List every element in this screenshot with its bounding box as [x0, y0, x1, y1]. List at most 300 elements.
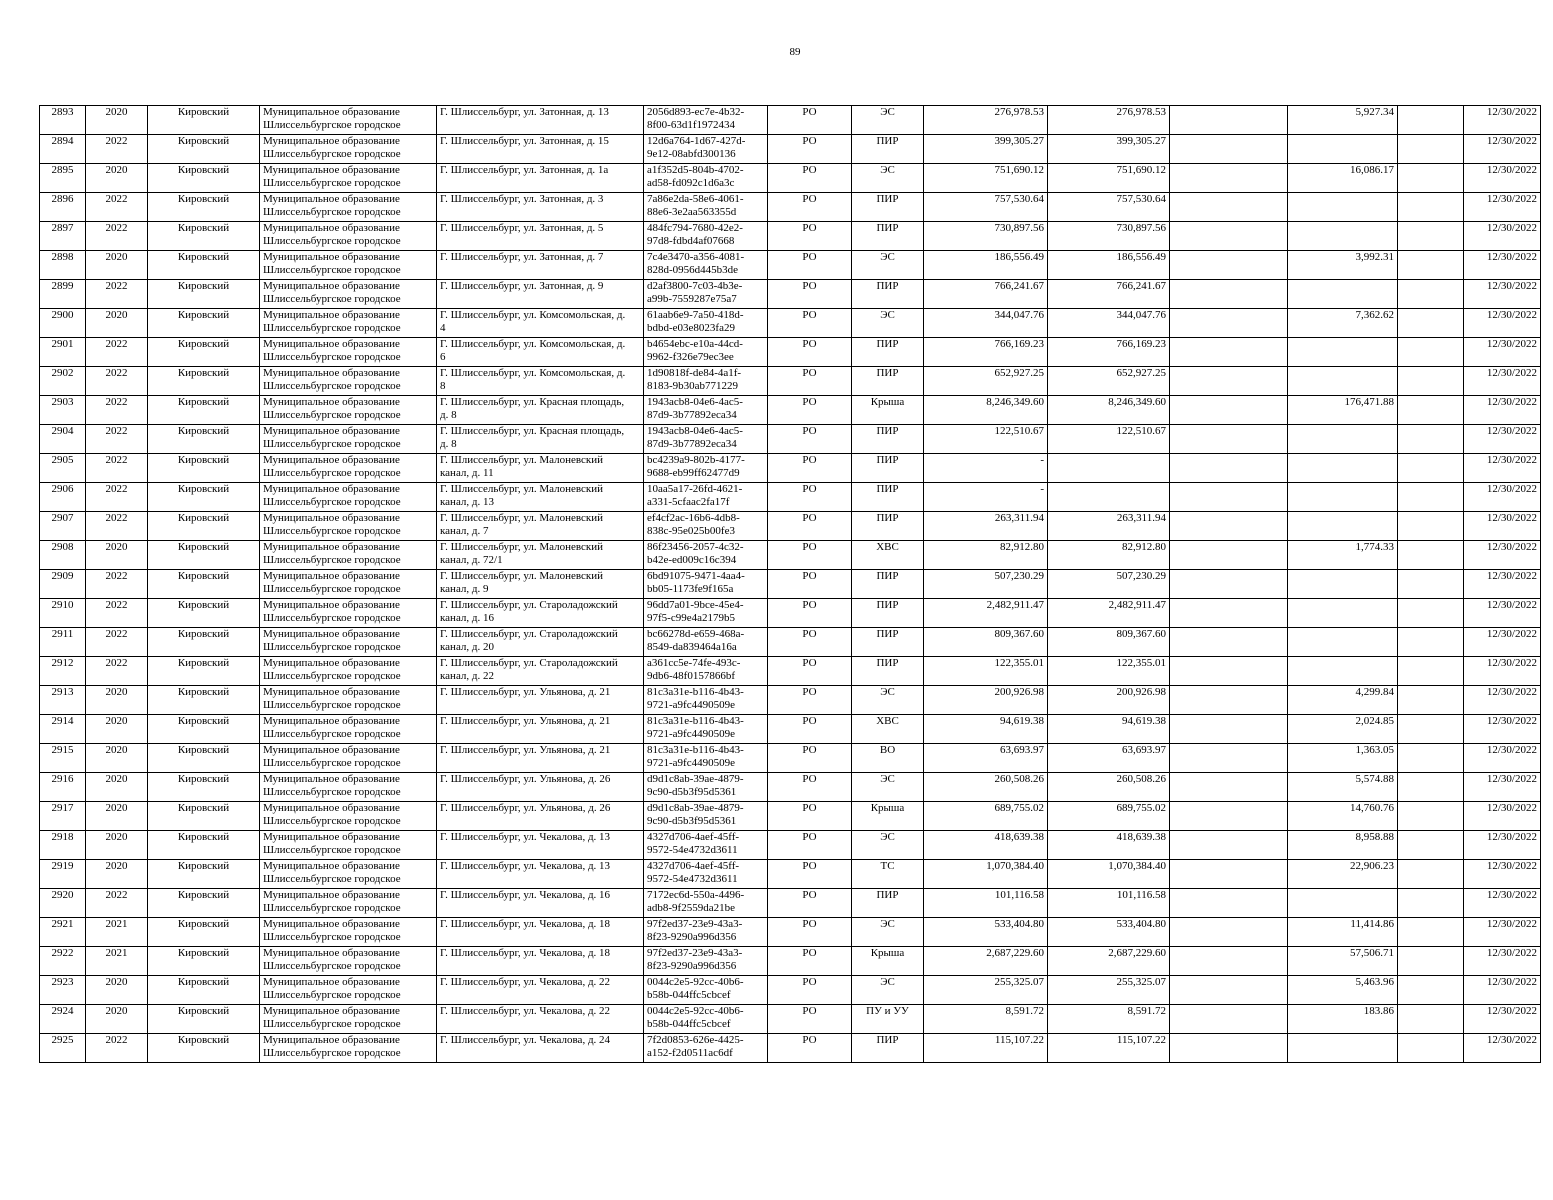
guid-cell-line: 9721-a9fc4490509e — [647, 757, 735, 769]
guid-cell-line: ef4cf2ac-16b6-4db8- — [647, 512, 740, 524]
guid-cell-line: 7c4e3470-a356-4081- — [647, 251, 745, 263]
work-type-cell: ТС — [852, 860, 924, 889]
address-cell-line: Г. Шлиссельбург, ул. Затонная, д. 5 — [440, 222, 604, 234]
empty-cell — [1170, 802, 1288, 831]
address-cell — [437, 831, 644, 860]
row-number-cell: 2896 — [40, 193, 86, 222]
row-number-cell: 2907 — [40, 512, 86, 541]
cost-cell: 94,619.38 — [924, 715, 1048, 744]
guid-cell — [644, 889, 768, 918]
guid-cell — [644, 715, 768, 744]
extra-amount-cell — [1288, 570, 1398, 599]
table-row — [40, 831, 1541, 860]
municipality-cell-line: Муниципальное образование — [263, 744, 400, 756]
guid-cell-line: 87d9-3b77892eca34 — [647, 438, 737, 450]
guid-cell-line: 9c90-d5b3f95d5361 — [647, 815, 737, 827]
guid-cell — [644, 570, 768, 599]
contract-amount-cell: 399,305.27 — [1048, 135, 1170, 164]
cost-cell: 533,404.80 — [924, 918, 1048, 947]
year-cell: 2022 — [86, 889, 148, 918]
municipality-cell — [260, 976, 437, 1005]
source-cell: РО — [768, 222, 852, 251]
address-cell — [437, 251, 644, 280]
guid-cell-line: 10aa5a17-26fd-4621- — [647, 483, 743, 495]
guid-cell-line: a331-5cfaac2fa17f — [647, 496, 730, 508]
work-type-cell: ПИР — [852, 425, 924, 454]
source-cell: РО — [768, 164, 852, 193]
cost-cell: 399,305.27 — [924, 135, 1048, 164]
empty-cell — [1170, 860, 1288, 889]
municipality-cell — [260, 889, 437, 918]
guid-cell-line: 9962-f326e79ec3ee — [647, 351, 734, 363]
empty-cell — [1398, 715, 1464, 744]
guid-cell-line: 97f2ed37-23e9-43a3- — [647, 918, 743, 930]
row-number-cell: 2922 — [40, 947, 86, 976]
address-cell-line: Г. Шлиссельбург, ул. Ульянова, д. 21 — [440, 744, 611, 756]
source-cell: РО — [768, 599, 852, 628]
cost-cell: 2,482,911.47 — [924, 599, 1048, 628]
guid-cell — [644, 251, 768, 280]
row-number-cell: 2925 — [40, 1034, 86, 1063]
work-type-cell: ПИР — [852, 280, 924, 309]
municipality-cell-line: Муниципальное образование — [263, 135, 400, 147]
address-cell-line: 6 — [440, 351, 446, 363]
municipality-cell-line: Шлиссельбургское городское — [263, 873, 401, 885]
cost-cell: 2,687,229.60 — [924, 947, 1048, 976]
guid-cell — [644, 657, 768, 686]
guid-cell-line: 8f23-9290a996d356 — [647, 960, 737, 972]
empty-cell — [1398, 599, 1464, 628]
source-cell: РО — [768, 773, 852, 802]
work-type-cell: ПИР — [852, 367, 924, 396]
municipality-cell-line: Шлиссельбургское городское — [263, 467, 401, 479]
municipality-cell-line: Муниципальное образование — [263, 1005, 400, 1017]
municipality-cell — [260, 657, 437, 686]
contract-amount-cell: 94,619.38 — [1048, 715, 1170, 744]
empty-cell — [1398, 744, 1464, 773]
year-cell: 2022 — [86, 483, 148, 512]
year-cell: 2022 — [86, 367, 148, 396]
address-cell-line: канал, д. 22 — [440, 670, 495, 682]
table-row — [40, 512, 1541, 541]
municipality-cell-line: Муниципальное образование — [263, 483, 400, 495]
source-cell: РО — [768, 135, 852, 164]
address-cell — [437, 483, 644, 512]
address-cell-line: Г. Шлиссельбург, ул. Чекалова, д. 22 — [440, 1005, 611, 1017]
contract-amount-cell: 652,927.25 — [1048, 367, 1170, 396]
municipality-cell-line: Муниципальное образование — [263, 773, 400, 785]
date-cell: 12/30/2022 — [1464, 367, 1541, 396]
extra-amount-cell: 22,906.23 — [1288, 860, 1398, 889]
municipality-cell-line: Шлиссельбургское городское — [263, 699, 401, 711]
empty-cell — [1398, 193, 1464, 222]
guid-cell-line: 838c-95e025b00fe3 — [647, 525, 735, 537]
municipality-cell-line: Муниципальное образование — [263, 541, 400, 553]
empty-cell — [1398, 831, 1464, 860]
municipality-cell — [260, 860, 437, 889]
address-cell-line: Г. Шлиссельбург, ул. Староладожский — [440, 657, 618, 669]
work-type-cell: ПИР — [852, 628, 924, 657]
guid-cell — [644, 309, 768, 338]
municipality-cell-line: Муниципальное образование — [263, 599, 400, 611]
date-cell: 12/30/2022 — [1464, 744, 1541, 773]
source-cell: РО — [768, 338, 852, 367]
year-cell: 2020 — [86, 773, 148, 802]
year-cell: 2022 — [86, 657, 148, 686]
cost-cell: 115,107.22 — [924, 1034, 1048, 1063]
table-row — [40, 193, 1541, 222]
date-cell: 12/30/2022 — [1464, 193, 1541, 222]
table-row — [40, 396, 1541, 425]
guid-cell — [644, 860, 768, 889]
empty-cell — [1170, 599, 1288, 628]
empty-cell — [1170, 425, 1288, 454]
date-cell: 12/30/2022 — [1464, 280, 1541, 309]
municipality-cell — [260, 686, 437, 715]
empty-cell — [1170, 947, 1288, 976]
municipality-cell-line: Муниципальное образование — [263, 860, 400, 872]
contract-amount-cell: 809,367.60 — [1048, 628, 1170, 657]
municipality-cell-line: Шлиссельбургское городское — [263, 554, 401, 566]
source-cell: РО — [768, 976, 852, 1005]
guid-cell-line: 97f5-c99e4a2179b5 — [647, 612, 735, 624]
guid-cell — [644, 512, 768, 541]
guid-cell-line: ad58-fd092c1d6a3c — [647, 177, 735, 189]
guid-cell — [644, 744, 768, 773]
guid-cell-line: 81c3a31e-b116-4b43- — [647, 715, 744, 727]
guid-cell — [644, 367, 768, 396]
municipality-cell-line: Муниципальное образование — [263, 454, 400, 466]
empty-cell — [1170, 367, 1288, 396]
empty-cell — [1170, 686, 1288, 715]
municipality-cell-line: Муниципальное образование — [263, 976, 400, 988]
work-type-cell: ЭС — [852, 686, 924, 715]
guid-cell-line: 9e12-08abfd300136 — [647, 148, 736, 160]
empty-cell — [1398, 280, 1464, 309]
municipality-cell-line: Муниципальное образование — [263, 367, 400, 379]
municipality-cell-line: Шлиссельбургское городское — [263, 902, 401, 914]
source-cell: РО — [768, 686, 852, 715]
district-cell: Кировский — [148, 570, 260, 599]
guid-cell-line: bc4239a9-802b-4177- — [647, 454, 745, 466]
guid-cell — [644, 396, 768, 425]
municipality-cell — [260, 338, 437, 367]
municipality-cell — [260, 831, 437, 860]
address-cell-line: Г. Шлиссельбург, ул. Чекалова, д. 22 — [440, 976, 611, 988]
date-cell: 12/30/2022 — [1464, 1034, 1541, 1063]
municipality-cell-line: Муниципальное образование — [263, 686, 400, 698]
district-cell: Кировский — [148, 744, 260, 773]
guid-cell-line: b4654ebc-e10a-44cd- — [647, 338, 743, 350]
municipality-cell-line: Муниципальное образование — [263, 193, 400, 205]
empty-cell — [1170, 280, 1288, 309]
guid-cell-line: 1d90818f-de84-4a1f- — [647, 367, 742, 379]
district-cell: Кировский — [148, 686, 260, 715]
cost-cell: 751,690.12 — [924, 164, 1048, 193]
municipality-cell — [260, 802, 437, 831]
work-type-cell: ПУ и УУ — [852, 1005, 924, 1034]
empty-cell — [1398, 222, 1464, 251]
table-row — [40, 599, 1541, 628]
municipality-cell-line: Шлиссельбургское городское — [263, 264, 401, 276]
address-cell-line: Г. Шлиссельбург, ул. Красная площадь, — [440, 425, 625, 437]
cost-cell: 652,927.25 — [924, 367, 1048, 396]
contract-amount-cell: 115,107.22 — [1048, 1034, 1170, 1063]
work-type-cell: ПИР — [852, 454, 924, 483]
extra-amount-cell: 5,574.88 — [1288, 773, 1398, 802]
district-cell: Кировский — [148, 889, 260, 918]
municipality-cell-line: Муниципальное образование — [263, 918, 400, 930]
row-number-cell: 2898 — [40, 251, 86, 280]
address-cell-line: канал, д. 9 — [440, 583, 489, 595]
extra-amount-cell — [1288, 599, 1398, 628]
empty-cell — [1170, 454, 1288, 483]
cost-cell: 418,639.38 — [924, 831, 1048, 860]
district-cell: Кировский — [148, 454, 260, 483]
address-cell-line: Г. Шлиссельбург, ул. Чекалова, д. 16 — [440, 889, 611, 901]
guid-cell-line: 9721-a9fc4490509e — [647, 728, 735, 740]
guid-cell-line: bc66278d-e659-468a- — [647, 628, 745, 640]
work-type-cell: ВО — [852, 744, 924, 773]
table-row — [40, 744, 1541, 773]
municipality-cell-line: Муниципальное образование — [263, 309, 400, 321]
district-cell: Кировский — [148, 106, 260, 135]
municipality-cell — [260, 947, 437, 976]
work-type-cell: ЭС — [852, 164, 924, 193]
address-cell — [437, 570, 644, 599]
municipality-cell — [260, 135, 437, 164]
municipality-cell-line: Муниципальное образование — [263, 164, 400, 176]
guid-cell — [644, 106, 768, 135]
row-number-cell: 2908 — [40, 541, 86, 570]
row-number-cell: 2920 — [40, 889, 86, 918]
municipality-cell-line: Шлиссельбургское городское — [263, 931, 401, 943]
year-cell: 2021 — [86, 918, 148, 947]
guid-cell-line: 1943acb8-04e6-4ac5- — [647, 396, 743, 408]
empty-cell — [1398, 1005, 1464, 1034]
row-number-cell: 2894 — [40, 135, 86, 164]
district-cell: Кировский — [148, 628, 260, 657]
page-number: 89 — [789, 46, 801, 58]
municipality-cell — [260, 164, 437, 193]
year-cell: 2020 — [86, 976, 148, 1005]
row-number-cell: 2910 — [40, 599, 86, 628]
district-cell: Кировский — [148, 860, 260, 889]
municipality-cell-line: Муниципальное образование — [263, 831, 400, 843]
row-number-cell: 2919 — [40, 860, 86, 889]
guid-cell — [644, 425, 768, 454]
guid-cell — [644, 483, 768, 512]
contract-amount-cell — [1048, 483, 1170, 512]
guid-cell-line: 9572-54e4732d3611 — [647, 844, 738, 856]
address-cell-line: Г. Шлиссельбург, ул. Малоневский — [440, 570, 603, 582]
extra-amount-cell — [1288, 512, 1398, 541]
source-cell: РО — [768, 309, 852, 338]
work-type-cell: ЭС — [852, 309, 924, 338]
address-cell — [437, 396, 644, 425]
guid-cell — [644, 338, 768, 367]
work-type-cell: ПИР — [852, 193, 924, 222]
guid-cell-line: 81c3a31e-b116-4b43- — [647, 744, 744, 756]
source-cell: РО — [768, 657, 852, 686]
guid-cell-line: bdbd-e03e8023fa29 — [647, 322, 735, 334]
empty-cell — [1398, 396, 1464, 425]
empty-cell — [1398, 773, 1464, 802]
source-cell: РО — [768, 541, 852, 570]
source-cell: РО — [768, 831, 852, 860]
guid-cell-line: 0044c2e5-92cc-40b6- — [647, 1005, 744, 1017]
municipality-cell — [260, 744, 437, 773]
work-type-cell: ЭС — [852, 831, 924, 860]
year-cell: 2020 — [86, 164, 148, 193]
source-cell: РО — [768, 512, 852, 541]
table-row — [40, 773, 1541, 802]
municipality-cell-line: Муниципальное образование — [263, 570, 400, 582]
guid-cell — [644, 802, 768, 831]
contract-amount-cell: 1,070,384.40 — [1048, 860, 1170, 889]
guid-cell-line: 9688-eb99ff62477d9 — [647, 467, 740, 479]
empty-cell — [1398, 309, 1464, 338]
address-cell-line: Г. Шлиссельбург, ул. Староладожский — [440, 599, 618, 611]
guid-cell-line: b58b-044ffc5cbcef — [647, 989, 731, 1001]
address-cell — [437, 338, 644, 367]
guid-cell — [644, 222, 768, 251]
guid-cell — [644, 686, 768, 715]
address-cell — [437, 425, 644, 454]
date-cell: 12/30/2022 — [1464, 396, 1541, 425]
source-cell: РО — [768, 251, 852, 280]
cost-cell: 122,510.67 — [924, 425, 1048, 454]
cost-cell: 507,230.29 — [924, 570, 1048, 599]
empty-cell — [1170, 396, 1288, 425]
extra-amount-cell — [1288, 425, 1398, 454]
contract-amount-cell: 766,241.67 — [1048, 280, 1170, 309]
district-cell: Кировский — [148, 1034, 260, 1063]
guid-cell-line: d9d1c8ab-39ae-4879- — [647, 773, 744, 785]
municipality-cell-line: Муниципальное образование — [263, 889, 400, 901]
address-cell-line: Г. Шлиссельбург, ул. Чекалова, д. 13 — [440, 860, 611, 872]
municipality-cell-line: Муниципальное образование — [263, 1034, 400, 1046]
empty-cell — [1170, 715, 1288, 744]
cost-cell: 255,325.07 — [924, 976, 1048, 1005]
empty-cell — [1398, 860, 1464, 889]
address-cell-line: канал, д. 72/1 — [440, 554, 503, 566]
extra-amount-cell: 7,362.62 — [1288, 309, 1398, 338]
address-cell-line: д. 8 — [440, 438, 457, 450]
table-row — [40, 628, 1541, 657]
address-cell — [437, 628, 644, 657]
guid-cell — [644, 164, 768, 193]
address-cell — [437, 309, 644, 338]
guid-cell-line: 12d6a764-1d67-427d- — [647, 135, 746, 147]
extra-amount-cell — [1288, 280, 1398, 309]
empty-cell — [1170, 541, 1288, 570]
address-cell-line: Г. Шлиссельбург, ул. Малоневский — [440, 454, 603, 466]
municipality-cell-line: Муниципальное образование — [263, 396, 400, 408]
year-cell: 2022 — [86, 193, 148, 222]
guid-cell-line: 9db6-48f0157866bf — [647, 670, 735, 682]
year-cell: 2020 — [86, 106, 148, 135]
extra-amount-cell — [1288, 367, 1398, 396]
year-cell: 2022 — [86, 222, 148, 251]
table-row — [40, 686, 1541, 715]
row-number-cell: 2924 — [40, 1005, 86, 1034]
extra-amount-cell: 1,774.33 — [1288, 541, 1398, 570]
year-cell: 2022 — [86, 628, 148, 657]
district-cell: Кировский — [148, 164, 260, 193]
cost-cell: 82,912.80 — [924, 541, 1048, 570]
guid-cell — [644, 454, 768, 483]
municipality-cell-line: Муниципальное образование — [263, 715, 400, 727]
address-cell-line: Г. Шлиссельбург, ул. Красная площадь, — [440, 396, 625, 408]
address-cell — [437, 454, 644, 483]
address-cell-line: 8 — [440, 380, 446, 392]
municipality-cell — [260, 396, 437, 425]
extra-amount-cell — [1288, 889, 1398, 918]
empty-cell — [1170, 744, 1288, 773]
contract-amount-cell: 418,639.38 — [1048, 831, 1170, 860]
municipality-cell-line: Шлиссельбургское городское — [263, 380, 401, 392]
empty-cell — [1170, 164, 1288, 193]
district-cell: Кировский — [148, 831, 260, 860]
district-cell: Кировский — [148, 715, 260, 744]
table-row — [40, 657, 1541, 686]
guid-cell-line: 0044c2e5-92cc-40b6- — [647, 976, 744, 988]
district-cell: Кировский — [148, 251, 260, 280]
guid-cell — [644, 541, 768, 570]
year-cell: 2020 — [86, 831, 148, 860]
municipality-cell — [260, 512, 437, 541]
district-cell: Кировский — [148, 280, 260, 309]
municipality-cell-line: Шлиссельбургское городское — [263, 119, 401, 131]
work-type-cell: ПИР — [852, 570, 924, 599]
row-number-cell: 2913 — [40, 686, 86, 715]
municipality-cell — [260, 599, 437, 628]
address-cell — [437, 280, 644, 309]
cost-cell: - — [924, 454, 1048, 483]
extra-amount-cell — [1288, 657, 1398, 686]
district-cell: Кировский — [148, 1005, 260, 1034]
table-row — [40, 1034, 1541, 1063]
row-number-cell: 2902 — [40, 367, 86, 396]
cost-cell: 63,693.97 — [924, 744, 1048, 773]
date-cell: 12/30/2022 — [1464, 802, 1541, 831]
empty-cell — [1398, 483, 1464, 512]
contract-amount-cell: 101,116.58 — [1048, 889, 1170, 918]
guid-cell — [644, 773, 768, 802]
municipality-cell-line: Шлиссельбургское городское — [263, 989, 401, 1001]
address-cell-line: Г. Шлиссельбург, ул. Чекалова, д. 13 — [440, 831, 611, 843]
date-cell: 12/30/2022 — [1464, 976, 1541, 1005]
date-cell: 12/30/2022 — [1464, 454, 1541, 483]
municipality-cell-line: Шлиссельбургское городское — [263, 815, 401, 827]
table-row — [40, 483, 1541, 512]
empty-cell — [1398, 512, 1464, 541]
address-cell-line: Г. Шлиссельбург, ул. Затонная, д. 3 — [440, 193, 604, 205]
address-cell — [437, 512, 644, 541]
guid-cell-line: 81c3a31e-b116-4b43- — [647, 686, 744, 698]
table-row — [40, 715, 1541, 744]
address-cell-line: Г. Шлиссельбург, ул. Затонная, д. 15 — [440, 135, 609, 147]
contract-amount-cell: 260,508.26 — [1048, 773, 1170, 802]
year-cell: 2020 — [86, 686, 148, 715]
address-cell-line: Г. Шлиссельбург, ул. Ульянова, д. 26 — [440, 802, 611, 814]
guid-cell-line: 9721-a9fc4490509e — [647, 699, 735, 711]
work-type-cell: ПИР — [852, 889, 924, 918]
row-number-cell: 2923 — [40, 976, 86, 1005]
contract-amount-cell: 255,325.07 — [1048, 976, 1170, 1005]
extra-amount-cell: 8,958.88 — [1288, 831, 1398, 860]
